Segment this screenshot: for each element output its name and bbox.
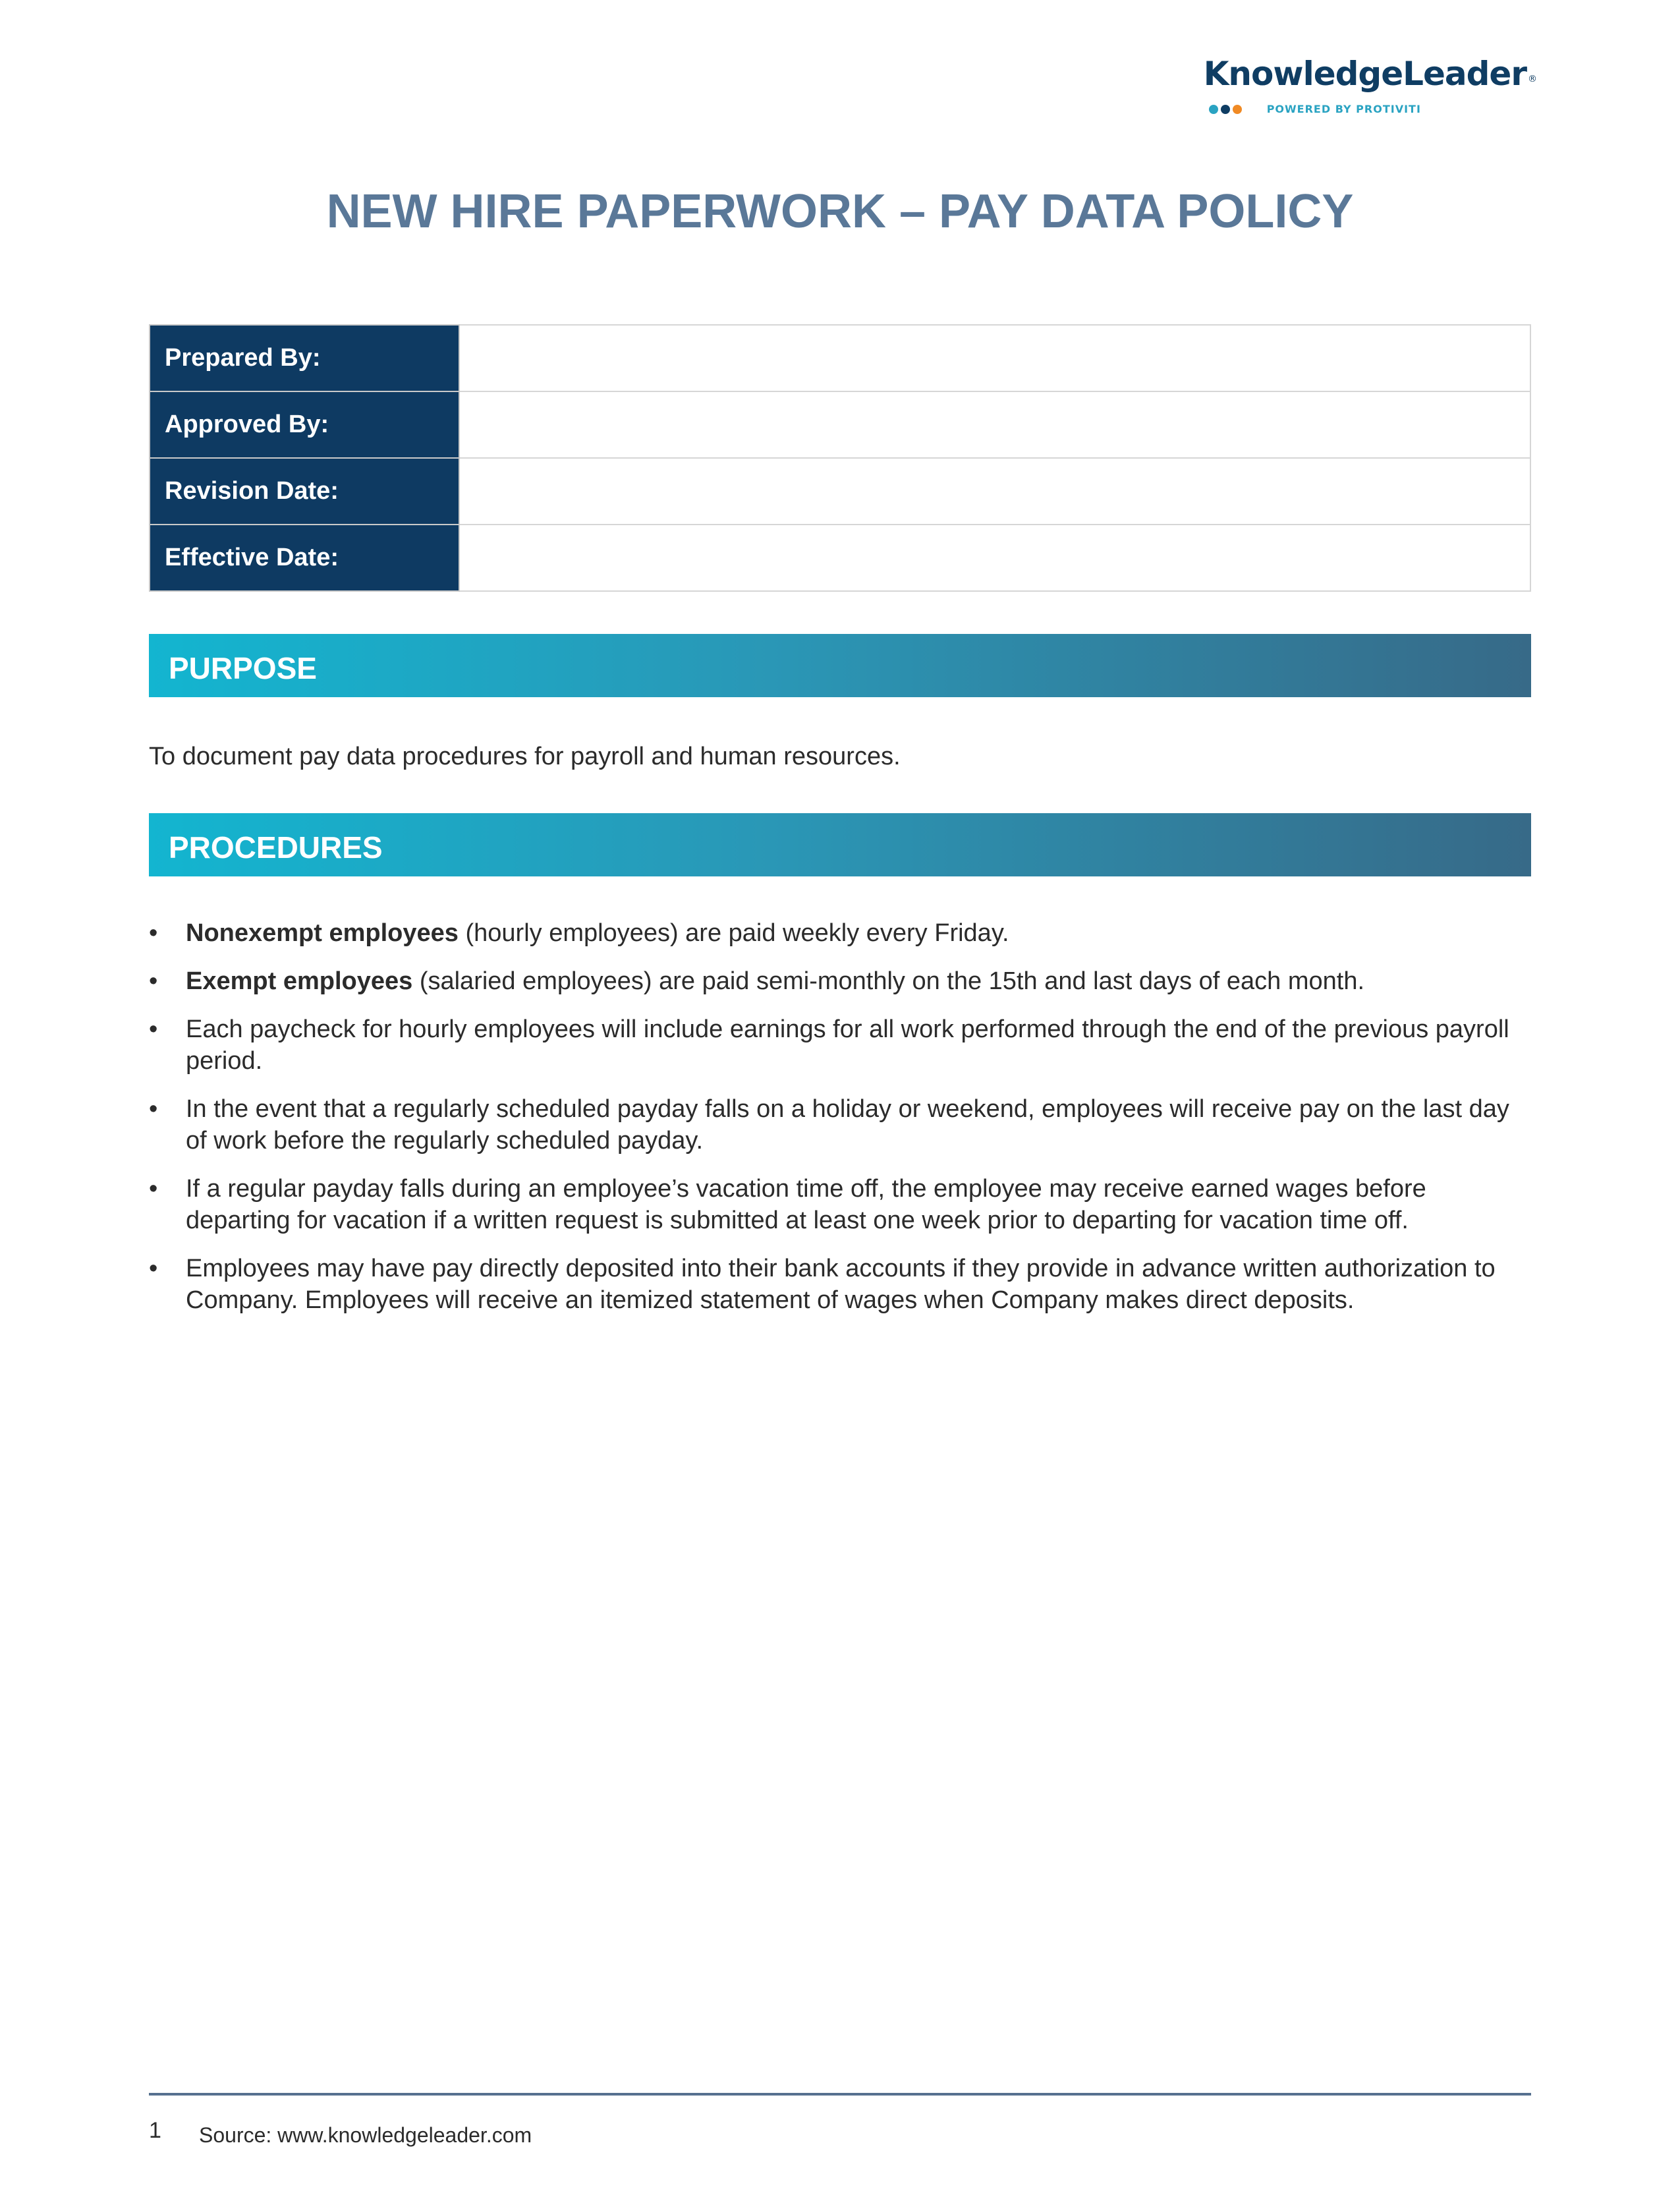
purpose-heading: PURPOSE: [169, 651, 317, 685]
procedures-list: [149, 917, 1532, 1332]
list-item-text: Each paycheck for hourly employees will include earnings for all work performed through the end of the previous payroll period.: [186, 1015, 1509, 1075]
footer-source: Source: www.knowledgeleader.com: [199, 2123, 532, 2147]
document-info-table: [149, 324, 1531, 592]
bullet-icon: •: [149, 1255, 158, 1282]
effective-date-value: [459, 525, 1530, 591]
list-item: [149, 1093, 1532, 1156]
info-row-revision-date: [150, 458, 1530, 525]
footer-divider: [149, 2093, 1531, 2096]
list-item: [149, 1173, 1532, 1236]
revision-date-value: [459, 458, 1530, 525]
purpose-text: To document pay data procedures for payroll and human resources.: [149, 743, 901, 770]
info-row-prepared-by: [150, 325, 1530, 391]
effective-date-label: Effective Date:: [150, 525, 459, 591]
bullet-icon: •: [149, 1175, 158, 1203]
knowledgeleader-logo: [1204, 54, 1535, 115]
purpose-section-header: [149, 634, 1531, 697]
list-item-text: (salaried employees) are paid semi-monthly on the 15th and last days of each month.: [412, 967, 1365, 995]
list-item: [149, 1013, 1532, 1077]
info-row-approved-by: [150, 391, 1530, 458]
list-item: [149, 1253, 1532, 1316]
list-item-bold: Nonexempt employees: [186, 919, 459, 947]
bullet-icon: •: [149, 1015, 158, 1043]
list-item-bold: Exempt employees: [186, 967, 413, 995]
page-number: 1: [149, 2118, 161, 2143]
logo-dot-navy-icon: [1221, 105, 1230, 114]
list-item: [149, 917, 1532, 949]
approved-by-label: Approved By:: [150, 391, 459, 458]
procedures-heading: PROCEDURES: [169, 830, 383, 865]
bullet-icon: •: [149, 1095, 158, 1123]
bullet-icon: •: [149, 967, 158, 995]
logo-dot-teal-icon: [1209, 105, 1218, 114]
approved-by-value: [459, 391, 1530, 458]
logo-tagline: POWERED BY PROTIVITI: [1266, 103, 1421, 115]
bullet-icon: •: [149, 919, 158, 947]
list-item-text: If a regular payday falls during an employee’s vacation time off, the employee may receive earned wages before departing for vacation if a written request is submitted at least one week prior to departing for vacation time off.: [186, 1175, 1426, 1234]
logo-dot-orange-icon: [1233, 105, 1242, 114]
info-row-effective-date: [150, 525, 1530, 591]
list-item-text: Employees may have pay directly deposited into their bank accounts if they provide in advance written authorization to Company. Employees will receive an itemized statement of wages when Company makes direct deposits.: [186, 1255, 1496, 1314]
list-item-text: (hourly employees) are paid weekly every Friday.: [458, 919, 1009, 947]
document-title: NEW HIRE PAPERWORK – PAY DATA POLICY: [326, 185, 1354, 238]
revision-date-label: Revision Date:: [150, 458, 459, 525]
list-item: [149, 965, 1532, 997]
prepared-by-value: [459, 325, 1530, 391]
registered-mark: ®: [1528, 74, 1536, 84]
logo-wordmark: KnowledgeLeader ®: [1203, 55, 1536, 93]
prepared-by-label: Prepared By:: [150, 325, 459, 391]
list-item-text: In the event that a regularly scheduled payday falls on a holiday or weekend, employees will receive pay on the last day of work before the regularly scheduled payday.: [186, 1095, 1509, 1155]
procedures-section-header: [149, 813, 1531, 876]
logo-tagline-row: [1209, 103, 1535, 115]
